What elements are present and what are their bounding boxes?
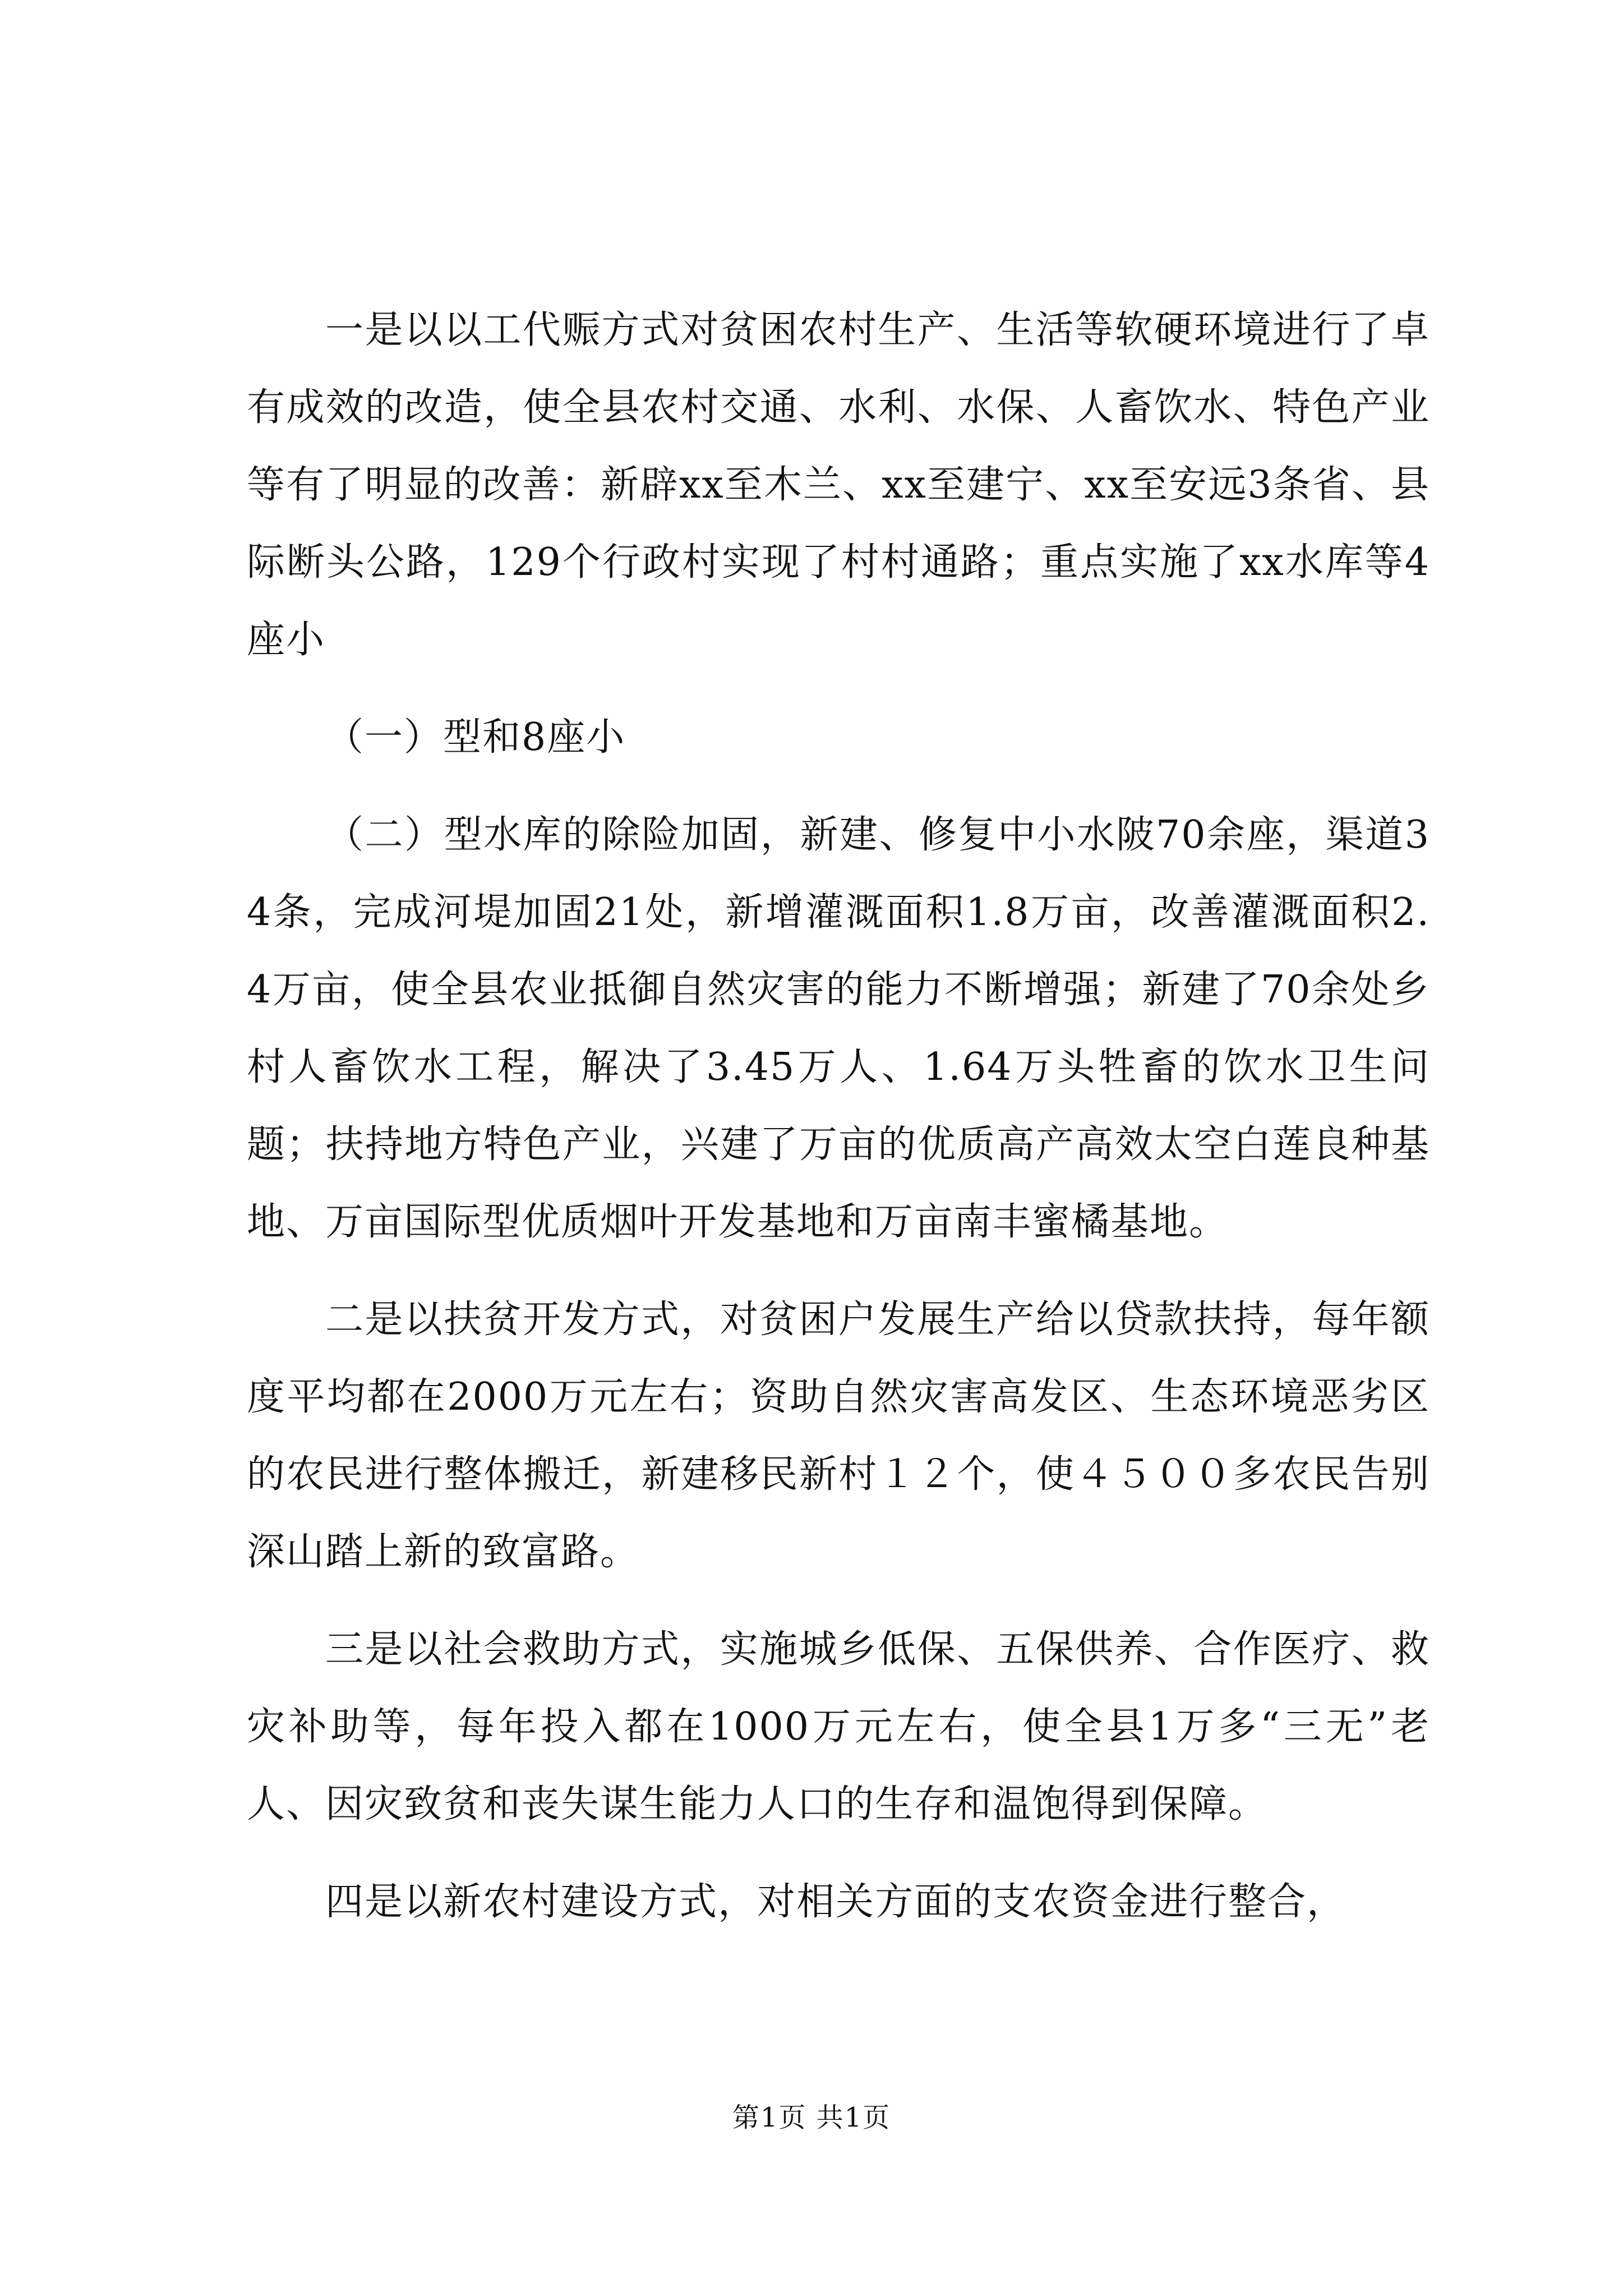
paragraph-6: 四是以新农村建设方式，对相关方面的支农资金进行整合， [325, 1880, 1347, 1924]
paragraph-1: 一是以以工代赈方式对贫困农村生产、生活等软硬环境进行了卓有成效的改造，使全县农村交通、水利、水保、人畜饮水、特色产业等有了明显的改善：新辟xx至木兰、xx至建宁、xx至安远3条省、县际断头公路，129个行政村实现了村村通路；重点实施了xx水库等4座小 [247, 308, 1430, 662]
paragraph-3: （二）型水库的除险加固，新建、修复中小水陂70余座，渠道34条，完成河堤加固21处，新增灌溉面积1.8万亩，改善灌溉面积2.4万亩，使全县农业抵御自然灾害的能力不断增强；新建了70余处乡村人畜饮水工程，解决了3.45万人、1.64万头牲畜的饮水卫生问题；扶持地方特色产业，兴建了万亩的优质高产高效太空白莲良种基地、万亩国际型优质烟叶开发基地和万亩南丰蜜橘基地。 [247, 813, 1430, 1244]
paragraph-5: 三是以社会救助方式，实施城乡低保、五保供养、合作医疗、救灾补助等，每年投入都在1000万元左右，使全县1万多“三无”老人、因灾致贫和丧失谋生能力人口的生存和温饱得到保障。 [247, 1627, 1430, 1826]
paragraph-2: （一）型和8座小 [325, 715, 626, 760]
document-body [247, 292, 1430, 1961]
page-footer: 第1页 共1页 [732, 2102, 891, 2133]
paragraph-4: 二是以扶贫开发方式，对贫困户发展生产给以贷款扶持，每年额度平均都在2000万元左右；资助自然灾害高发区、生态环境恶劣区的农民进行整体搬迁，新建移民新村１２个，使４５００多农民告别深山踏上新的致富路。 [247, 1297, 1430, 1574]
